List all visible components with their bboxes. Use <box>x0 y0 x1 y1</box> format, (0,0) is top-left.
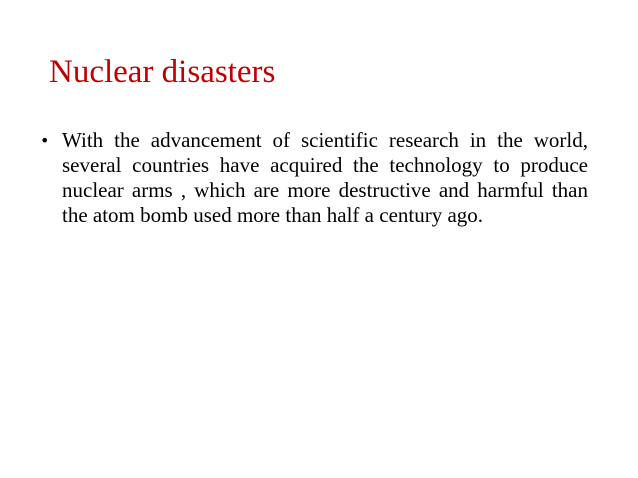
bullet-text: With the advancement of scientific research in the world, several countries have acquired the technology to produce nuclear arms , which are more destructive and harmful than the atom bomb used more than half a century ago. <box>62 128 588 227</box>
bullet-item <box>40 128 588 228</box>
slide-title: Nuclear disasters <box>49 54 276 90</box>
bullet-list <box>40 128 588 228</box>
bullet-icon: • <box>40 131 50 150</box>
